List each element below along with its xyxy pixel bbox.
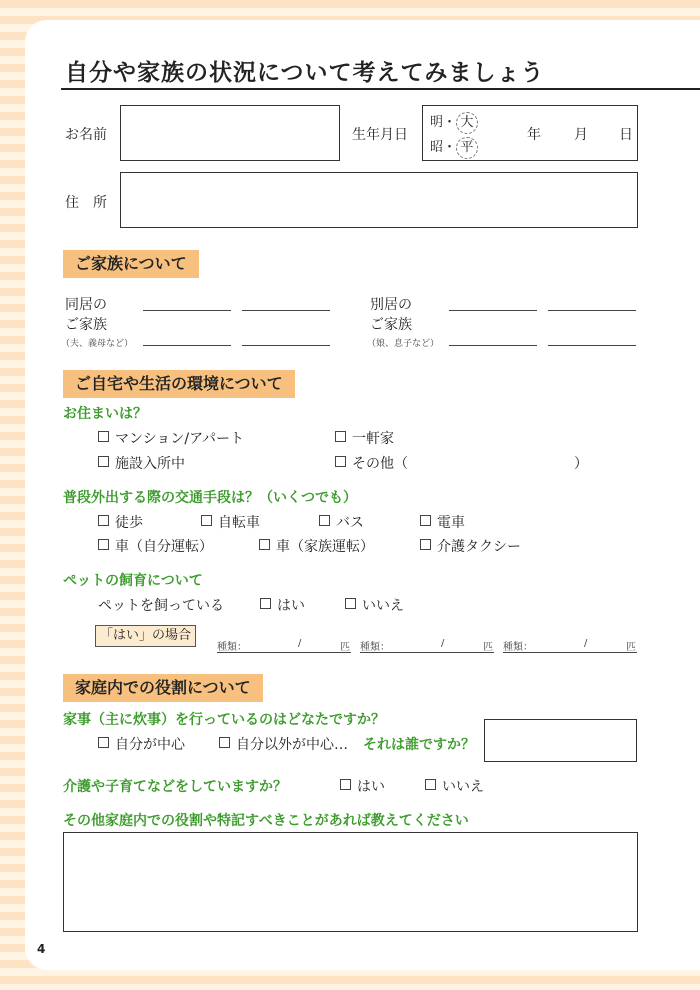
checkbox[interactable]: [98, 539, 109, 550]
pets-no-option[interactable]: [345, 595, 404, 615]
other-notes-field[interactable]: [63, 832, 638, 932]
pet-kind-label: 種類：: [503, 642, 533, 653]
checkbox[interactable]: [98, 737, 109, 748]
pet-unit: 匹: [626, 642, 636, 653]
title-rule: [61, 88, 700, 90]
option-label: 車（家族運転）: [276, 539, 374, 555]
pet-kind-label: 種類：: [217, 642, 247, 653]
pet-slash: /: [441, 638, 445, 649]
section-roles: 家庭内での役割について: [63, 674, 263, 702]
pet-slash: /: [298, 638, 302, 649]
era-dot: ・: [443, 140, 457, 155]
transport-option[interactable]: [98, 512, 143, 532]
residence-option[interactable]: [335, 428, 394, 448]
section-home: ご自宅や生活の環境について: [63, 370, 295, 398]
residence-option[interactable]: [335, 453, 408, 473]
option-label: 施設入所中: [115, 456, 185, 472]
checkbox[interactable]: [219, 737, 230, 748]
page-title: 自分や家族の状況について考えてみましょう: [65, 60, 545, 86]
option-label: バス: [336, 515, 364, 531]
checkbox[interactable]: [259, 539, 270, 550]
if-yes-tag: 「はい」の場合: [95, 625, 196, 647]
era-taisho[interactable]: 大: [456, 112, 478, 134]
family-separate-label: 別居の: [370, 297, 412, 313]
transport-question: 普段外出する際の交通手段は？（いくつでも）: [63, 490, 357, 506]
checkbox[interactable]: [340, 779, 351, 790]
family-line[interactable]: [548, 310, 636, 311]
transport-option[interactable]: [420, 536, 521, 556]
option-label: いいえ: [442, 779, 484, 795]
name-field[interactable]: [120, 105, 340, 161]
pets-yes-option[interactable]: [260, 595, 305, 615]
era-heisei[interactable]: 平: [456, 137, 478, 159]
option-label: 車（自分運転）: [115, 539, 213, 555]
pet-slash: /: [584, 638, 588, 649]
name-label: お名前: [65, 127, 107, 143]
option-label: その他（: [352, 456, 408, 472]
family-line[interactable]: [143, 310, 231, 311]
checkbox[interactable]: [98, 515, 109, 526]
pets-owning-label: ペットを飼っている: [98, 598, 224, 614]
transport-option[interactable]: [201, 512, 260, 532]
family-line[interactable]: [548, 345, 636, 346]
pets-question: ペットの飼育について: [63, 573, 203, 589]
option-label: 一軒家: [352, 431, 394, 447]
checkbox[interactable]: [98, 456, 109, 467]
close-paren: ）: [574, 456, 588, 472]
option-label: いいえ: [362, 598, 404, 614]
birthdate-field[interactable]: [422, 105, 638, 161]
family-separate-note: （娘、息子など）: [367, 339, 440, 349]
care-no-option[interactable]: [425, 776, 484, 796]
option-label: 自分以外が中心…: [236, 737, 348, 753]
pet-unit: 匹: [483, 642, 493, 653]
housework-option[interactable]: [219, 734, 348, 754]
birth-label: 生年月日: [352, 127, 408, 143]
transport-option[interactable]: [420, 512, 465, 532]
family-line[interactable]: [242, 310, 330, 311]
family-line[interactable]: [143, 345, 231, 346]
family-separate-word: ご家族: [370, 317, 412, 333]
era-meiji[interactable]: 明: [430, 115, 444, 130]
other-question: その他家庭内での役割や特記すべきことがあれば教えてください: [63, 813, 469, 829]
checkbox[interactable]: [98, 431, 109, 442]
residence-option[interactable]: [98, 453, 185, 473]
checkbox[interactable]: [420, 515, 431, 526]
care-yes-option[interactable]: [340, 776, 385, 796]
era-row-2: [430, 136, 478, 159]
era-row-1: [430, 111, 478, 134]
month-label: 月: [574, 127, 588, 143]
checkbox[interactable]: [319, 515, 330, 526]
family-line[interactable]: [242, 345, 330, 346]
day-label: 日: [619, 127, 633, 143]
checkbox[interactable]: [420, 539, 431, 550]
checkbox[interactable]: [260, 598, 271, 609]
option-label: 自分が中心: [115, 737, 185, 753]
pet-unit: 匹: [340, 642, 350, 653]
address-field[interactable]: [120, 172, 638, 228]
option-label: 電車: [437, 515, 465, 531]
transport-option[interactable]: [98, 536, 213, 556]
year-label: 年: [527, 127, 541, 143]
pet-line[interactable]: [503, 652, 637, 653]
pet-kind-label: 種類：: [360, 642, 390, 653]
pet-line[interactable]: [360, 652, 494, 653]
option-label: はい: [357, 779, 385, 795]
era-showa[interactable]: 昭: [430, 140, 444, 155]
page-number: 4: [37, 942, 46, 956]
option-label: 徒歩: [115, 515, 143, 531]
family-line[interactable]: [449, 310, 537, 311]
housework-option[interactable]: [98, 734, 185, 754]
checkbox[interactable]: [425, 779, 436, 790]
checkbox[interactable]: [335, 456, 346, 467]
transport-option[interactable]: [319, 512, 364, 532]
residence-question: お住まいは？: [63, 406, 147, 422]
checkbox[interactable]: [345, 598, 356, 609]
option-label: はい: [277, 598, 305, 614]
form-page: [25, 20, 700, 970]
option-label: マンション/アパート: [115, 431, 244, 447]
family-together-note: （夫、義母など）: [61, 339, 134, 349]
checkbox[interactable]: [201, 515, 212, 526]
section-family: ご家族について: [63, 250, 199, 278]
pet-line[interactable]: [217, 652, 351, 653]
option-label: 介護タクシー: [437, 539, 521, 555]
residence-option[interactable]: [98, 428, 244, 448]
family-together-label: 同居の: [65, 297, 107, 313]
era-dot: ・: [443, 115, 457, 130]
family-line[interactable]: [449, 345, 537, 346]
transport-option[interactable]: [259, 536, 374, 556]
family-together-word: ご家族: [65, 317, 107, 333]
checkbox[interactable]: [335, 431, 346, 442]
housework-who: それは誰ですか？: [363, 737, 475, 753]
option-label: 自転車: [218, 515, 260, 531]
address-label: 住 所: [65, 195, 107, 211]
housework-question: 家事（主に炊事）を行っているのはどなたですか？: [63, 712, 385, 728]
care-question: 介護や子育てなどをしていますか？: [63, 779, 287, 795]
housework-who-field[interactable]: [484, 719, 637, 762]
